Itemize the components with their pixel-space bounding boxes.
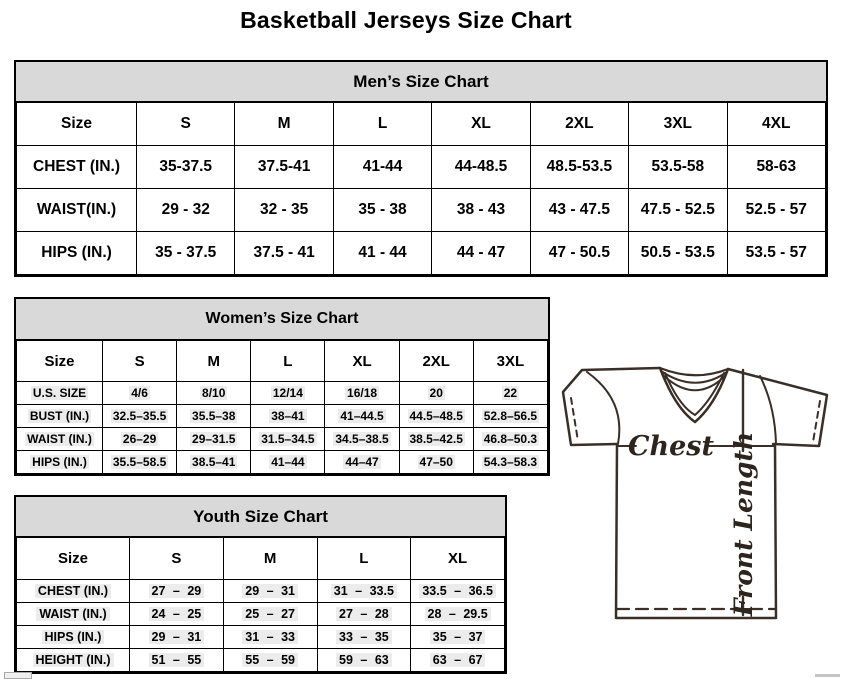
value-cell — [530, 189, 628, 232]
column-header: L — [317, 538, 411, 580]
row-label-cell — [17, 580, 130, 603]
table-row — [17, 382, 548, 405]
cropped-ui-fragment-left — [4, 672, 32, 679]
value-cell — [103, 405, 177, 428]
value-cell — [473, 405, 547, 428]
cell-text: 31 – 33.5 — [331, 584, 397, 598]
row-label-cell — [17, 649, 130, 672]
value-cell — [177, 382, 251, 405]
cell-text: 32 - 35 — [260, 201, 309, 218]
value-cell — [235, 146, 333, 189]
value-cell — [629, 146, 727, 189]
column-header: M — [235, 103, 333, 146]
cell-text: 63 – 67 — [430, 653, 486, 667]
value-cell — [317, 626, 411, 649]
column-header: 2XL — [530, 103, 628, 146]
womens-chart-title: Women’s Size Chart — [16, 299, 548, 340]
cell-text: WAIST (IN.) — [36, 607, 109, 621]
size-table — [16, 537, 505, 672]
value-cell — [727, 146, 825, 189]
cell-text: 24 – 25 — [149, 607, 205, 621]
value-cell — [473, 382, 547, 405]
value-cell — [137, 189, 235, 232]
value-cell — [235, 232, 333, 275]
jersey-right-cuff-stitch — [813, 401, 820, 442]
value-cell — [103, 382, 177, 405]
cell-text: 52.8–56.5 — [483, 409, 538, 423]
column-header: 3XL — [629, 103, 727, 146]
jersey-left-cuff-stitch — [571, 398, 578, 441]
column-header: Size — [17, 538, 130, 580]
table-row — [17, 603, 505, 626]
value-cell — [411, 626, 505, 649]
womens-size-table — [16, 340, 548, 474]
value-cell — [399, 428, 473, 451]
cell-text: 44–47 — [345, 455, 379, 469]
jersey-collar — [660, 368, 728, 375]
cell-text: 33 – 35 — [336, 630, 392, 644]
value-cell — [251, 451, 325, 474]
cell-text: 38–41 — [271, 409, 305, 423]
cell-text: CHEST (IN.) — [35, 584, 111, 598]
value-cell — [473, 428, 547, 451]
value-cell — [177, 428, 251, 451]
column-header: L — [251, 341, 325, 382]
cell-text: WAIST(IN.) — [36, 201, 117, 218]
value-cell — [317, 649, 411, 672]
value-cell — [333, 232, 431, 275]
cell-text: 59 – 63 — [336, 653, 392, 667]
cell-text: 29 – 31 — [149, 630, 205, 644]
cell-text: 27 – 29 — [149, 584, 205, 598]
value-cell — [325, 382, 399, 405]
row-label-cell — [17, 405, 103, 428]
value-cell — [130, 603, 224, 626]
cell-text: 48.5-53.5 — [546, 158, 613, 175]
cell-text: 32.5–35.5 — [112, 409, 167, 423]
row-label-cell — [17, 232, 137, 275]
row-label-cell — [17, 382, 103, 405]
value-cell — [727, 232, 825, 275]
column-header: M — [177, 341, 251, 382]
column-header: XL — [432, 103, 530, 146]
value-cell — [223, 626, 317, 649]
value-cell — [177, 405, 251, 428]
cell-text: WAIST (IN.) — [27, 432, 92, 446]
value-cell — [333, 146, 431, 189]
value-cell — [130, 626, 224, 649]
jersey-right-armhole-seam — [760, 376, 776, 444]
cell-text: 53.5-58 — [651, 158, 705, 175]
value-cell — [137, 146, 235, 189]
value-cell — [223, 580, 317, 603]
cell-text: 44 - 47 — [456, 244, 506, 261]
cell-text: 25 – 27 — [242, 607, 298, 621]
chest-label: Chest — [628, 431, 714, 462]
value-cell — [130, 580, 224, 603]
cell-text: 29–31.5 — [192, 432, 236, 446]
column-header: 2XL — [399, 341, 473, 382]
jersey-measurement-diagram — [560, 356, 840, 624]
youth-size-chart — [14, 495, 507, 674]
cell-text: HIPS (IN.) — [42, 630, 105, 644]
value-cell — [251, 428, 325, 451]
column-header: S — [137, 103, 235, 146]
cell-text: 37.5-41 — [257, 158, 311, 175]
value-cell — [727, 189, 825, 232]
value-cell — [325, 451, 399, 474]
cell-text: 47 - 50.5 — [548, 244, 610, 261]
cell-text: HIPS (IN.) — [41, 244, 112, 261]
table-row — [17, 580, 505, 603]
cell-text: 50.5 - 53.5 — [640, 244, 715, 261]
cell-text: 47.5 - 52.5 — [640, 201, 715, 218]
value-cell — [473, 451, 547, 474]
table-row — [17, 232, 826, 275]
value-cell — [235, 189, 333, 232]
cell-text: 33.5 – 36.5 — [419, 584, 496, 598]
value-cell — [530, 146, 628, 189]
cell-text: 35.5–58.5 — [112, 455, 167, 469]
cell-text: 31 – 33 — [242, 630, 298, 644]
column-header: M — [223, 538, 317, 580]
column-header: Size — [17, 341, 103, 382]
cell-text: 55 – 59 — [242, 653, 298, 667]
column-header: Size — [17, 103, 137, 146]
column-header: S — [103, 341, 177, 382]
row-label-cell — [17, 626, 130, 649]
cell-text: 12/14 — [272, 386, 303, 400]
column-header: L — [333, 103, 431, 146]
cell-text: 41-44 — [362, 158, 403, 175]
cell-text: BUST (IN.) — [29, 409, 90, 423]
value-cell — [223, 603, 317, 626]
mens-size-chart — [14, 60, 828, 277]
value-cell — [103, 428, 177, 451]
column-header: XL — [325, 341, 399, 382]
value-cell — [411, 649, 505, 672]
womens-size-chart — [14, 297, 550, 476]
cell-text: 46.8–50.3 — [483, 432, 538, 446]
mens-size-table — [16, 102, 826, 275]
value-cell — [629, 232, 727, 275]
value-cell — [317, 580, 411, 603]
value-cell — [411, 603, 505, 626]
row-label-cell — [17, 428, 103, 451]
value-cell — [325, 405, 399, 428]
mens-chart-title: Men’s Size Chart — [16, 62, 826, 102]
cell-text: 29 – 31 — [242, 584, 298, 598]
cell-text: HEIGHT (IN.) — [33, 653, 114, 667]
value-cell — [333, 189, 431, 232]
jersey-left-armhole-seam — [587, 372, 619, 444]
cell-text: 16/18 — [347, 386, 378, 400]
cell-text: 38.5–42.5 — [409, 432, 463, 446]
row-label-cell — [17, 451, 103, 474]
cell-text: 38.5–41 — [192, 455, 236, 469]
cell-text: 35 - 38 — [358, 201, 407, 218]
cell-text: 34.5–38.5 — [335, 432, 389, 446]
cell-text: 58-63 — [756, 158, 797, 175]
value-cell — [399, 451, 473, 474]
cell-text: 35 – 37 — [430, 630, 486, 644]
cell-text: 44-48.5 — [454, 158, 508, 175]
cell-text: 41–44.5 — [340, 409, 384, 423]
value-cell — [137, 232, 235, 275]
header-row — [17, 538, 505, 580]
cell-text: 38 - 43 — [456, 201, 506, 218]
row-label-cell — [17, 146, 137, 189]
cell-text: 44.5–48.5 — [409, 409, 463, 423]
table-row — [17, 405, 548, 428]
cell-text: 41 - 44 — [358, 244, 407, 261]
cell-text: 37.5 - 41 — [253, 244, 315, 261]
cell-text: 22 — [503, 386, 518, 400]
cell-text: 31.5–34.5 — [261, 432, 315, 446]
value-cell — [432, 146, 530, 189]
column-header: XL — [411, 538, 505, 580]
size-table — [16, 340, 548, 474]
value-cell — [399, 405, 473, 428]
cell-text: HIPS (IN.) — [32, 455, 87, 469]
value-cell — [177, 451, 251, 474]
cell-text: 35.5–38 — [192, 409, 236, 423]
cell-text: 52.5 - 57 — [745, 201, 807, 218]
cell-text: 54.3–58.3 — [483, 455, 538, 469]
row-label-cell — [17, 189, 137, 232]
header-row — [17, 341, 548, 382]
size-table — [16, 102, 826, 275]
cell-text: 53.5 - 57 — [745, 244, 807, 261]
header-row — [17, 103, 826, 146]
value-cell — [432, 189, 530, 232]
table-row — [17, 626, 505, 649]
value-cell — [103, 451, 177, 474]
row-label-cell — [17, 603, 130, 626]
cell-text: 47–50 — [419, 455, 453, 469]
table-row — [17, 428, 548, 451]
table-row — [17, 189, 826, 232]
value-cell — [251, 382, 325, 405]
value-cell — [251, 405, 325, 428]
page-title: Basketball Jerseys Size Chart — [240, 7, 572, 33]
cell-text: 41–44 — [271, 455, 305, 469]
front-length-label: Front Length — [729, 431, 758, 617]
cell-text: CHEST (IN.) — [33, 158, 120, 175]
cell-text: U.S. SIZE — [32, 386, 87, 400]
column-header: 4XL — [727, 103, 825, 146]
cell-text: 35 - 37.5 — [155, 244, 217, 261]
table-row — [17, 649, 505, 672]
value-cell — [317, 603, 411, 626]
table-row — [17, 451, 548, 474]
cell-text: 51 – 55 — [149, 653, 205, 667]
value-cell — [629, 189, 727, 232]
cropped-ui-fragment-right — [815, 674, 840, 677]
column-header: S — [130, 538, 224, 580]
jersey-diagram-svg — [560, 356, 840, 624]
cell-text: 27 – 28 — [336, 607, 392, 621]
table-row — [17, 146, 826, 189]
cell-text: 26–29 — [122, 432, 157, 446]
value-cell — [411, 580, 505, 603]
value-cell — [130, 649, 224, 672]
youth-chart-title: Youth Size Chart — [16, 497, 505, 537]
youth-size-table — [16, 537, 505, 672]
value-cell — [223, 649, 317, 672]
cell-text: 20 — [429, 386, 443, 400]
cell-text: 43 - 47.5 — [548, 201, 610, 218]
value-cell — [399, 382, 473, 405]
column-header: 3XL — [473, 341, 547, 382]
cell-text: 4/6 — [131, 386, 148, 400]
value-cell — [530, 232, 628, 275]
cell-text: 35-37.5 — [159, 158, 212, 175]
cell-text: 28 – 29.5 — [425, 607, 491, 621]
cell-text: 29 - 32 — [161, 201, 210, 218]
value-cell — [432, 232, 530, 275]
value-cell — [325, 428, 399, 451]
cell-text: 8/10 — [202, 386, 226, 400]
